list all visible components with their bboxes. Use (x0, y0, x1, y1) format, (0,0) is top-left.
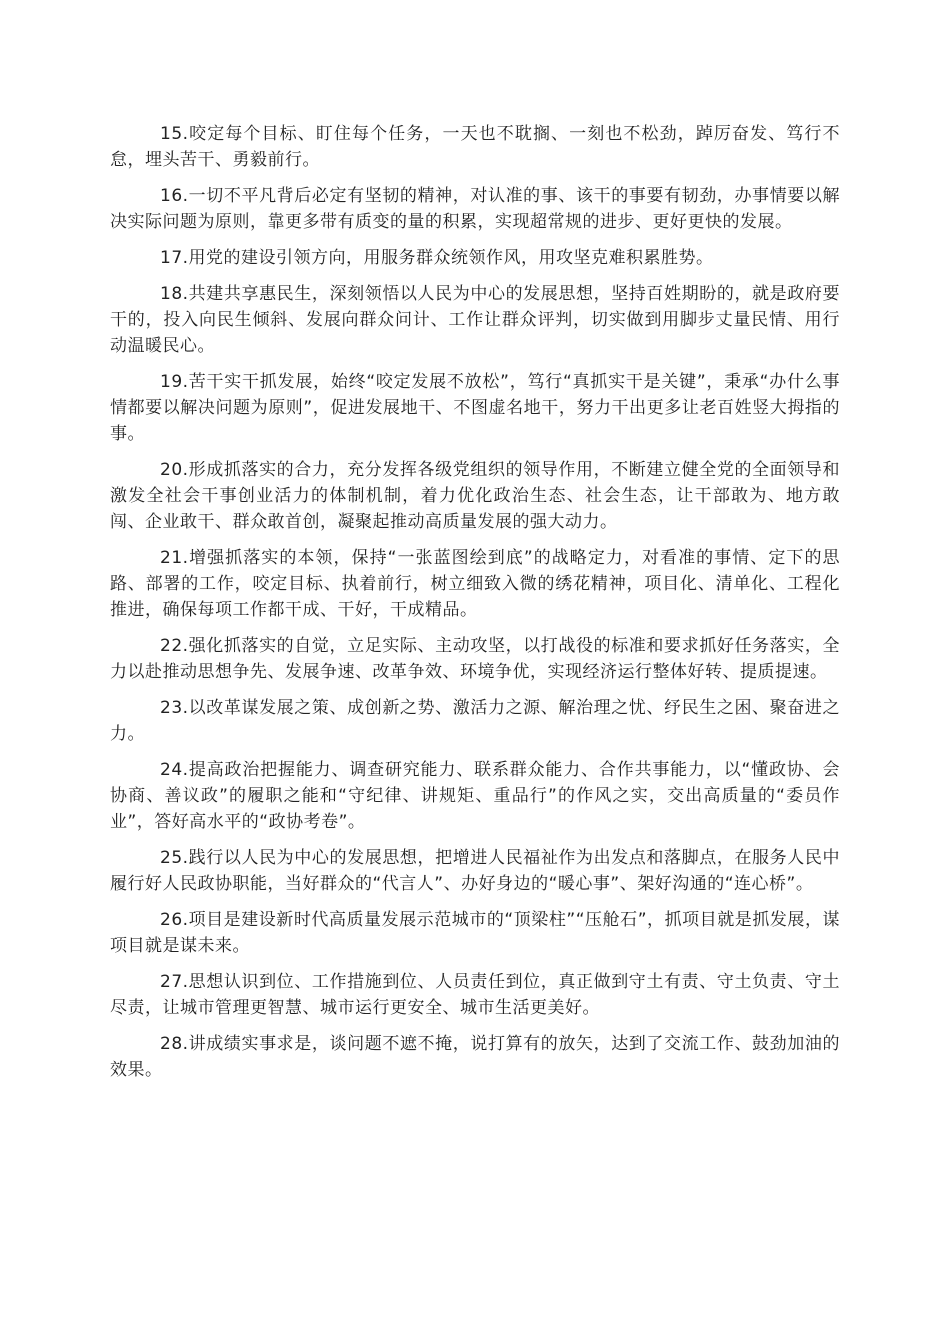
paragraph-17: 17.用党的建设引领方向，用服务群众统领作风，用攻坚克难积累胜势。 (160, 248, 714, 268)
paragraph-28: 28.讲成绩实事求是，谈问题不遮不掩，说打算有的放矢，达到了交流工作、鼓劲加油的效果。 (110, 1034, 840, 1080)
document-body (110, 121, 840, 1093)
paragraph-25: 25.践行以人民为中心的发展思想，把增进人民福祉作为出发点和落脚点，在服务人民中履行好人民政协职能，当好群众的“代言人”、办好身边的“暖心事”、架好沟通的“连心桥”。 (110, 848, 840, 894)
paragraph-16: 16.一切不平凡背后必定有坚韧的精神，对认准的事、该干的事要有韧劲，办事情要以解决实际问题为原则，靠更多带有质变的量的积累，实现超常规的进步、更好更快的发展。 (110, 186, 840, 232)
paragraph-19: 19.苦干实干抓发展，始终“咬定发展不放松”，笃行“真抓实干是关键”，秉承“办什么事情都要以解决问题为原则”，促进发展地干、不图虚名地干，努力干出更多让老百姓竖大拇指的事。 (110, 372, 840, 444)
paragraph-27: 27.思想认识到位、工作措施到位、人员责任到位，真正做到守土有责、守土负责、守土尽责，让城市管理更智慧、城市运行更安全、城市生活更美好。 (110, 972, 840, 1018)
paragraph-24: 24.提高政治把握能力、调查研究能力、联系群众能力、合作共事能力，以“懂政协、会协商、善议政”的履职之能和“守纪律、讲规矩、重品行”的作风之实，交出高质量的“委员作业”，答好高水平的“政协考卷”。 (110, 760, 840, 832)
paragraph-22: 22.强化抓落实的自觉，立足实际、主动攻坚，以打战役的标准和要求抓好任务落实，全力以赴推动思想争先、发展争速、改革争效、环境争优，实现经济运行整体好转、提质提速。 (110, 636, 840, 682)
paragraph-26: 26.项目是建设新时代高质量发展示范城市的“顶梁柱”“压舱石”，抓项目就是抓发展，谋项目就是谋未来。 (110, 910, 840, 956)
paragraph-20: 20.形成抓落实的合力，充分发挥各级党组织的领导作用，不断建立健全党的全面领导和激发全社会干事创业活力的体制机制，着力优化政治生态、社会生态，让干部敢为、地方敢闯、企业敢干、群众敢首创，凝聚起推动高质量发展的强大动力。 (110, 460, 840, 532)
paragraph-23: 23.以改革谋发展之策、成创新之势、激活力之源、解治理之忧、纾民生之困、聚奋进之力。 (110, 698, 840, 744)
paragraph-18: 18.共建共享惠民生，深刻领悟以人民为中心的发展思想，坚持百姓期盼的，就是政府要干的，投入向民生倾斜、发展向群众问计、工作让群众评判，切实做到用脚步丈量民情、用行动温暖民心。 (110, 284, 840, 356)
paragraph-15: 15.咬定每个目标、盯住每个任务，一天也不耽搁、一刻也不松劲，踔厉奋发、笃行不怠，埋头苦干、勇毅前行。 (110, 124, 840, 170)
paragraph-21: 21.增强抓落实的本领，保持“一张蓝图绘到底”的战略定力，对看准的事情、定下的思路、部署的工作，咬定目标、执着前行，树立细致入微的绣花精神，项目化、清单化、工程化推进，确保每项工作都干成、干好，干成精品。 (110, 548, 840, 620)
